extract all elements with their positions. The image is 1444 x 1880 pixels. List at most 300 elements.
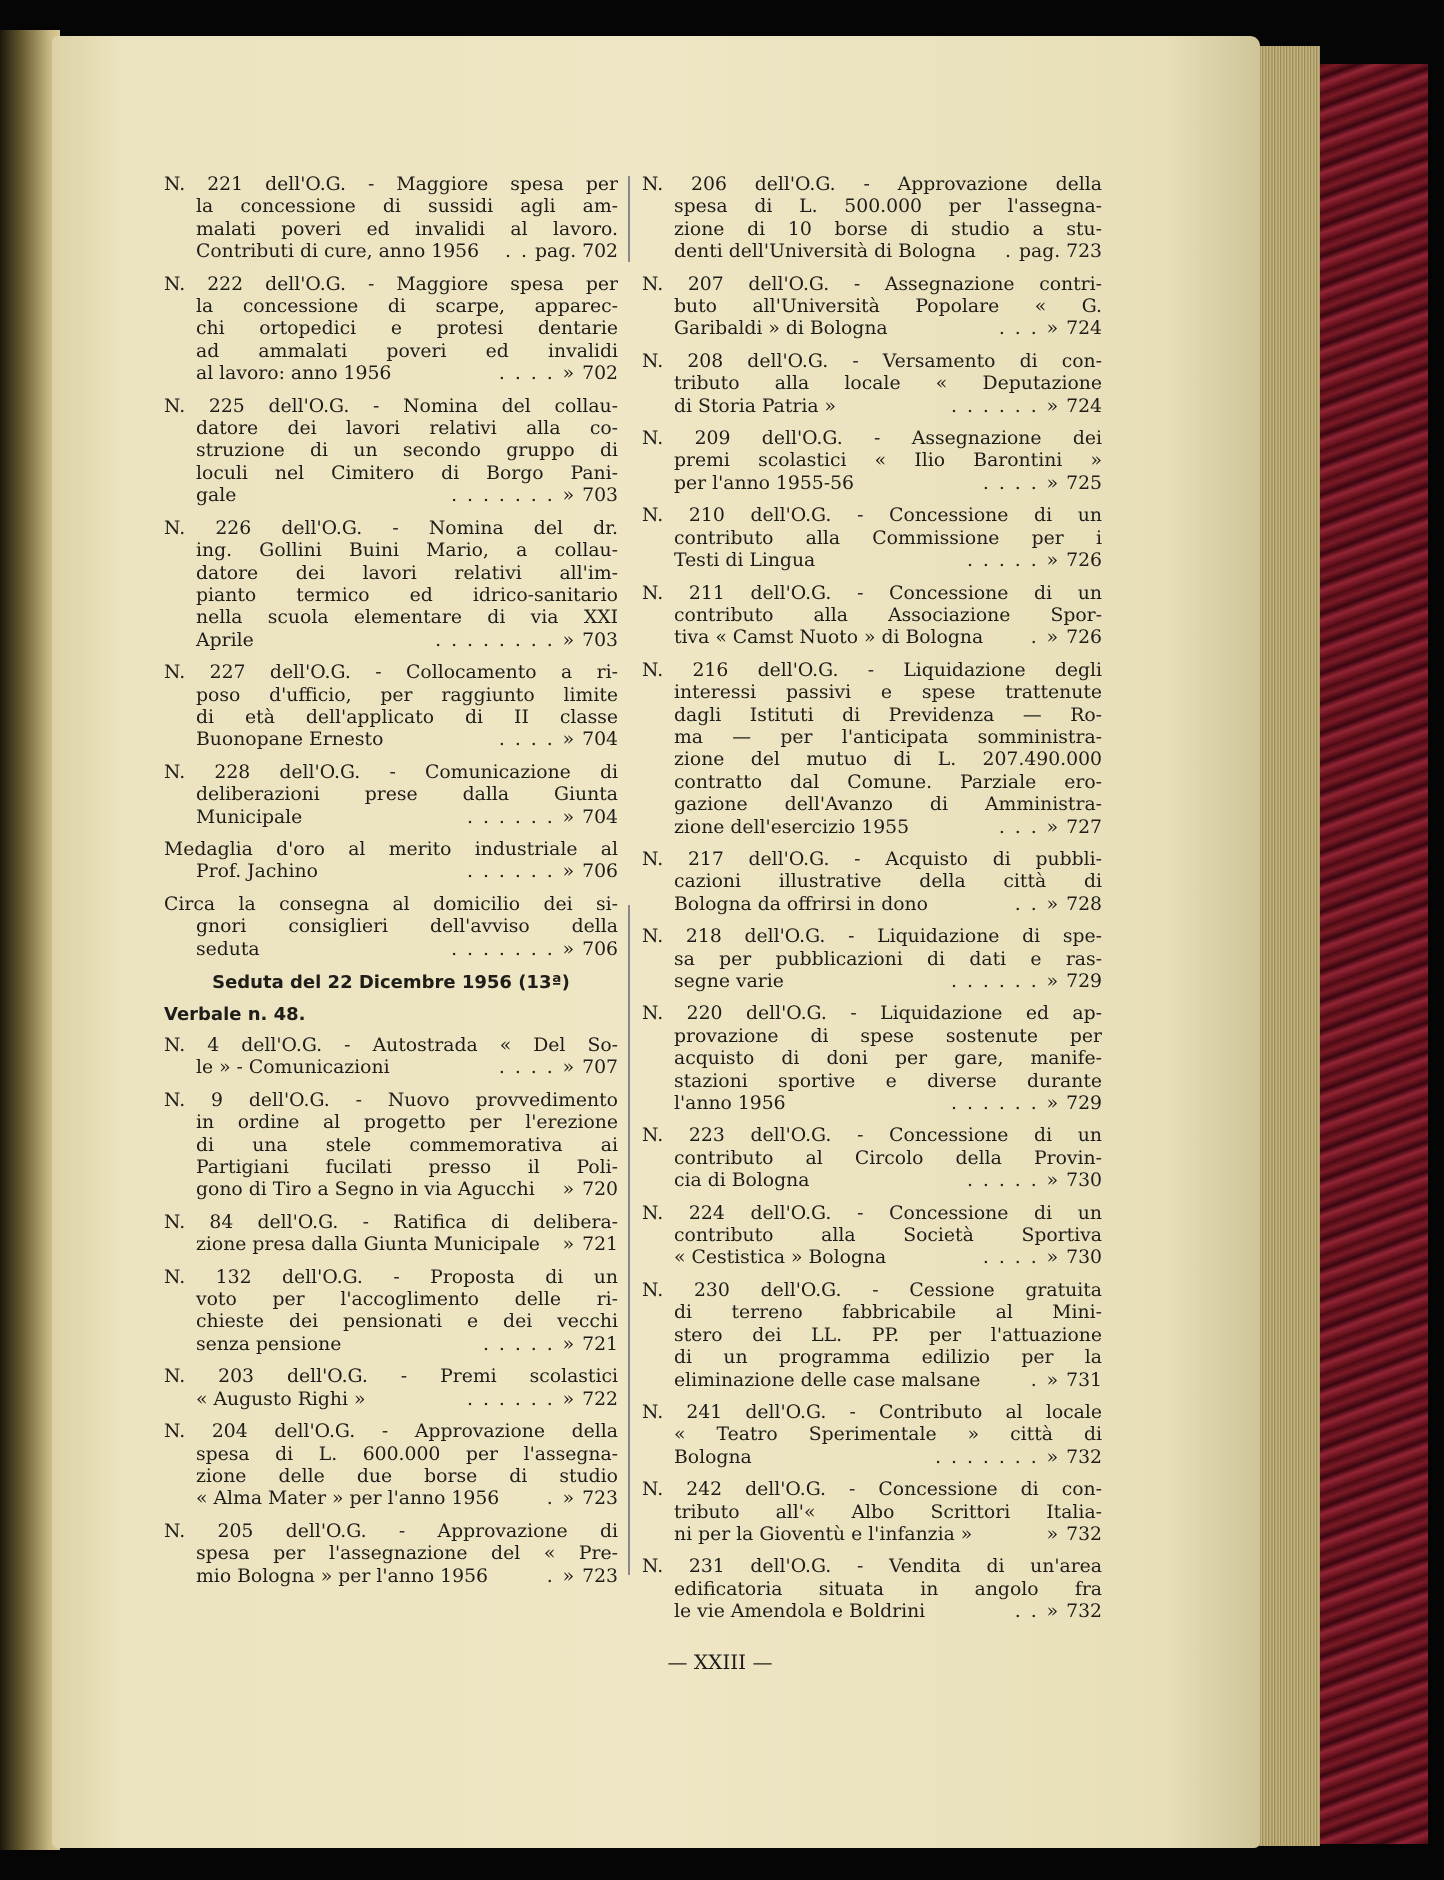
entry-line: [642, 1502, 1102, 1524]
entry-text: N. 204 dell'O.G. - Approvazione della: [164, 1421, 618, 1443]
leader-dots: . . . . . . »: [467, 806, 577, 828]
entry-line: [164, 1444, 618, 1466]
entry-line: [642, 1048, 1102, 1070]
entry-text: ing. Gollini Buini Mario, a collau-: [196, 540, 618, 562]
entry-text: di età dell'applicato di II classe: [196, 706, 618, 728]
entry-line: [642, 528, 1102, 550]
entry-last-line: [164, 861, 618, 883]
entry-line: [164, 463, 618, 485]
entry-text: spesa di L. 500.000 per l'assegna-: [674, 196, 1102, 218]
entry-line: [164, 540, 618, 562]
entry-text: N. 224 dell'O.G. - Concessione di un: [642, 1202, 1102, 1224]
page-reference: 702: [582, 363, 618, 385]
index-entry: [164, 1212, 618, 1257]
entry-line: [164, 784, 618, 806]
entry-text: Garibaldi » di Bologna: [674, 318, 888, 340]
entry-line: [164, 1212, 618, 1234]
entry-line: [164, 1466, 618, 1488]
index-entry: [164, 1035, 618, 1080]
entry-text: « Alma Mater » per l'anno 1956: [196, 1488, 500, 1510]
book-cover-edge: [1318, 64, 1428, 1844]
entry-last-line: [164, 939, 618, 961]
session-heading: Seduta del 22 Dicembre 1956 (13ª): [212, 972, 570, 993]
entry-line: [164, 1421, 618, 1443]
entry-text: loculi nel Cimitero di Borgo Pani-: [196, 462, 618, 484]
page-folio: — XXIII —: [667, 1650, 773, 1674]
entry-text: eliminazione delle case malsane: [674, 1369, 981, 1391]
leader-dots: . »: [1030, 1369, 1061, 1391]
entry-text: Medaglia d'oro al merito industriale al: [164, 838, 618, 860]
index-entry: [642, 351, 1102, 418]
index-entry: [164, 518, 618, 652]
entry-text: N. 216 dell'O.G. - Liquidazione degli: [642, 659, 1102, 681]
entry-text: N. 242 dell'O.G. - Concessione di con-: [642, 1479, 1102, 1501]
left-entries-group: [164, 174, 618, 961]
left-column: [164, 174, 618, 1598]
entry-text: segne varie: [674, 971, 784, 992]
entry-text: N. 210 dell'O.G. - Concessione di un: [642, 505, 1102, 527]
entry-line: [642, 351, 1102, 373]
entry-text: senza pensione: [196, 1333, 342, 1355]
index-entry: [642, 428, 1102, 495]
entry-line: [642, 1424, 1102, 1446]
entry-text: contributo alla Società Sportiva: [674, 1225, 1102, 1247]
page-reference: 724: [1066, 318, 1102, 340]
entry-line: [164, 662, 618, 684]
entry-line: [642, 1402, 1102, 1424]
entry-text: N. 207 dell'O.G. - Assegnazione contri-: [642, 273, 1102, 295]
entry-line: [164, 1135, 618, 1157]
entry-last-line: [164, 807, 618, 829]
entry-line: [164, 607, 618, 629]
entry-text: voto per l'accoglimento delle ri-: [196, 1289, 618, 1311]
entry-text: gale: [196, 485, 237, 507]
entry-text: al lavoro: anno 1956: [196, 363, 392, 385]
index-entry: [164, 1267, 618, 1357]
entry-text: edificatoria situata in angolo fra: [674, 1578, 1102, 1600]
entry-line: [642, 682, 1102, 704]
index-entry: [642, 1556, 1102, 1623]
entry-text: N. 230 dell'O.G. - Cessione gratuita: [642, 1279, 1102, 1301]
entry-line: [642, 1347, 1102, 1369]
page-reference: pag. 723: [1018, 241, 1102, 263]
entry-text: struzione di un secondo gruppo di: [196, 440, 618, 462]
entry-last-line: [642, 894, 1102, 916]
entry-text: zione del mutuo di L. 207.490.000: [674, 749, 1102, 771]
leader-dots: . . . »: [998, 816, 1061, 838]
entry-line: [164, 1267, 618, 1289]
entry-line: [642, 1479, 1102, 1501]
entry-text: N. 84 dell'O.G. - Ratifica di delibera-: [164, 1211, 618, 1233]
verbale-heading: Verbale n. 48.: [164, 1004, 306, 1025]
entry-text: deliberazioni prese dalla Giunta: [196, 784, 618, 806]
leader-dots: . . . . . . . »: [935, 1446, 1061, 1468]
entry-line: [642, 949, 1102, 971]
entry-last-line: [642, 1370, 1102, 1392]
entry-last-line: [164, 1179, 618, 1201]
page-reference: 721: [582, 1333, 618, 1355]
index-entry: [642, 1280, 1102, 1392]
page-reference: 703: [582, 629, 618, 651]
entry-text: datore dei lavori relativi all'im-: [196, 562, 618, 584]
leader-dots: . . . . »: [982, 1247, 1061, 1269]
entry-text: di terreno fabbricabile al Mini-: [674, 1302, 1102, 1324]
entry-line: [642, 849, 1102, 871]
entry-last-line: [642, 971, 1102, 993]
entry-text: Aprile: [196, 629, 254, 651]
entry-text: N. 9 dell'O.G. - Nuovo provvedimento: [164, 1089, 618, 1111]
index-entry: [164, 762, 618, 829]
entry-text: ad ammalati poveri ed invalidi: [196, 340, 618, 362]
entry-text: per l'anno 1955-56: [674, 472, 854, 494]
entry-line: [642, 1203, 1102, 1225]
entry-text: N. 206 dell'O.G. - Approvazione della: [642, 174, 1102, 195]
index-entry: [642, 174, 1102, 264]
page-reference: 704: [582, 729, 618, 751]
entry-text: Prof. Jachino: [196, 861, 318, 883]
entry-text: provazione di spese sostenute per: [674, 1025, 1102, 1047]
entry-text: N. 241 dell'O.G. - Contributo al locale: [642, 1401, 1102, 1423]
page-reference: 732: [1066, 1446, 1102, 1468]
index-entry: [164, 839, 618, 884]
index-entry: [164, 396, 618, 508]
entry-text: tributo all'« Albo Scrittori Italia-: [674, 1501, 1102, 1523]
entry-last-line: [164, 1389, 618, 1411]
entry-text: Contributi di cure, anno 1956: [196, 241, 480, 263]
entry-last-line: [164, 1057, 618, 1079]
page-reference: 724: [1066, 395, 1102, 417]
entry-text: chi ortopedici e protesi dentarie: [196, 318, 618, 340]
entry-last-line: [642, 241, 1102, 263]
page-reference: 730: [1066, 1247, 1102, 1269]
page-reference: 720: [582, 1179, 618, 1201]
entry-line: [164, 1112, 618, 1134]
entry-line: [164, 1035, 618, 1057]
leader-dots: . . . . »: [498, 1057, 577, 1079]
entry-last-line: [164, 630, 618, 652]
index-entry: [164, 1521, 618, 1588]
leader-dots: . . . . »: [982, 472, 1061, 494]
entry-text: di un programma edilizio per la: [674, 1347, 1102, 1369]
leader-dots: . . »: [1014, 1601, 1061, 1623]
entry-line: [164, 839, 618, 861]
entry-line: [642, 749, 1102, 771]
entry-text: N. 220 dell'O.G. - Liquidazione ed ap-: [642, 1003, 1102, 1025]
page-reference: 727: [1066, 816, 1102, 838]
entry-line: [164, 219, 618, 241]
entry-line: [642, 926, 1102, 948]
index-entry: [642, 583, 1102, 650]
entry-text: datore dei lavori relativi alla co-: [196, 418, 618, 440]
entry-last-line: [642, 396, 1102, 418]
entry-text: gono di Tiro a Segno in via Agucchi: [196, 1179, 535, 1201]
entry-text: spesa di L. 600.000 per l'assegna-: [196, 1443, 618, 1465]
entry-line: [642, 605, 1102, 627]
entry-line: [642, 727, 1102, 749]
leader-dots: . . . . . . . »: [451, 485, 577, 507]
entry-text: zione dell'esercizio 1955: [674, 816, 910, 838]
index-entry: [164, 274, 618, 386]
entry-text: pianto termico ed idrico-sanitario: [196, 584, 618, 606]
entry-text: Bologna: [674, 1446, 752, 1468]
entry-text: sa per pubblicazioni di dati e ras-: [674, 948, 1102, 970]
entry-text: « Cestistica » Bologna: [674, 1247, 887, 1269]
page-reference: 729: [1066, 1093, 1102, 1115]
page-reference: 721: [582, 1234, 618, 1256]
entry-text: le » - Comunicazioni: [196, 1057, 390, 1079]
entry-text: tiva « Camst Nuoto » di Bologna: [674, 627, 984, 649]
index-entry: [642, 505, 1102, 572]
entry-text: le vie Amendola e Boldrini: [674, 1601, 926, 1623]
entry-text: dagli Istituti di Previdenza — Ro-: [674, 704, 1102, 726]
page-reference: 707: [582, 1057, 618, 1079]
entry-text: zione presa dalla Giunta Municipale: [196, 1234, 540, 1256]
page-reference: 726: [1066, 627, 1102, 649]
entry-text: la concessione di sussidi agli am-: [196, 196, 618, 218]
leader-dots: . . . . »: [498, 729, 577, 751]
entry-text: in ordine al progetto per l'erezione: [196, 1112, 618, 1134]
entry-line: [642, 373, 1102, 395]
leader-dots: »: [562, 1179, 577, 1201]
page-reference: 725: [1066, 472, 1102, 494]
entry-text: gnori consiglieri dell'avviso della: [196, 916, 618, 938]
page-reference: 730: [1066, 1170, 1102, 1192]
index-entry: [642, 1125, 1102, 1192]
entry-text: zione di 10 borse di studio a stu-: [674, 218, 1102, 240]
entry-line: [164, 418, 618, 440]
entry-text: acquisto di doni per gare, manife-: [674, 1048, 1102, 1070]
entry-text: N. 203 dell'O.G. - Premi scolastici: [164, 1366, 618, 1388]
entry-line: [164, 563, 618, 585]
entry-line: [642, 1225, 1102, 1247]
entry-line: [642, 428, 1102, 450]
entry-text: l'anno 1956: [674, 1093, 786, 1115]
entry-text: N. 231 dell'O.G. - Vendita di un'area: [642, 1556, 1102, 1578]
entry-text: buto all'Università Popolare « G.: [674, 296, 1102, 318]
index-entry: [164, 1366, 618, 1411]
entry-line: [164, 707, 618, 729]
index-entry: [164, 894, 618, 961]
page-reference: 729: [1066, 971, 1102, 992]
index-entry: [164, 174, 618, 264]
entry-text: contratto dal Comune. Parziale ero-: [674, 771, 1102, 793]
entry-text: Partigiani fucilati presso il Poli-: [196, 1157, 618, 1179]
entry-last-line: [164, 241, 618, 263]
leader-dots: . . »: [1014, 893, 1061, 915]
entry-line: [642, 1026, 1102, 1048]
entry-text: di una stele commemorativa ai: [196, 1134, 618, 1156]
entry-text: Buonopane Ernesto: [196, 729, 384, 751]
entry-text: N. 209 dell'O.G. - Assegnazione dei: [642, 428, 1102, 450]
entry-line: [642, 705, 1102, 727]
entry-last-line: [642, 473, 1102, 495]
entry-last-line: [642, 627, 1102, 649]
entry-last-line: [642, 1524, 1102, 1546]
entry-text: N. 225 dell'O.G. - Nomina del collau-: [164, 395, 618, 417]
page-reference: pag. 702: [534, 241, 618, 263]
entry-text: Bologna da offrirsi in dono: [674, 893, 928, 915]
entry-text: « Augusto Righi »: [196, 1388, 366, 1410]
entry-text: N. 218 dell'O.G. - Liquidazione di spe-: [642, 926, 1102, 948]
leader-dots: »: [562, 1234, 577, 1256]
index-entry: [642, 1402, 1102, 1469]
entry-line: [164, 1157, 618, 1179]
entry-line: [164, 585, 618, 607]
leader-dots: . . . . . »: [966, 550, 1061, 572]
index-entry: [164, 1090, 618, 1202]
entry-text: seduta: [196, 938, 260, 960]
index-entry: [164, 662, 618, 752]
entry-text: N. 222 dell'O.G. - Maggiore spesa per: [164, 273, 618, 295]
leader-dots: .: [1004, 241, 1013, 263]
entry-text: interessi passivi e spese trattenute: [674, 682, 1102, 704]
entry-line: [642, 174, 1102, 196]
entry-text: di Storia Patria »: [674, 395, 837, 417]
page-reference: 726: [1066, 550, 1102, 572]
leader-dots: . . . . . . »: [951, 395, 1061, 417]
leader-dots: . .: [505, 241, 529, 263]
leader-dots: . . . . . . »: [951, 1093, 1061, 1115]
entry-text: malati poveri ed invalidi al lavoro.: [196, 218, 618, 240]
entry-text: Circa la consegna al domicilio dei si-: [164, 893, 618, 915]
entry-text: N. 228 dell'O.G. - Comunicazione di: [164, 761, 618, 783]
entry-text: Municipale: [196, 806, 303, 828]
entry-line: [642, 1579, 1102, 1601]
page-stack-edge: [1250, 46, 1320, 1846]
entry-text: N. 227 dell'O.G. - Collocamento a ri-: [164, 662, 618, 684]
entry-line: [164, 396, 618, 418]
entry-text: la concessione di scarpe, apparec-: [196, 296, 618, 318]
entry-text: denti dell'Università di Bologna: [674, 241, 976, 263]
entry-line: [642, 772, 1102, 794]
index-entry: [642, 1479, 1102, 1546]
column-rule-bottom: [628, 905, 630, 1575]
page-reference: 731: [1066, 1369, 1102, 1391]
facing-page-edge: [0, 30, 60, 1850]
entry-line: [164, 196, 618, 218]
entry-last-line: [642, 817, 1102, 839]
page-reference: 706: [582, 861, 618, 883]
page-reference: 723: [582, 1488, 618, 1510]
entry-line: [164, 1521, 618, 1543]
page-reference: 728: [1066, 893, 1102, 915]
index-entry: [642, 1203, 1102, 1270]
entry-last-line: [164, 363, 618, 385]
entry-text: N. 208 dell'O.G. - Versamento di con-: [642, 350, 1102, 372]
entry-text: ni per la Gioventù e l'infanzia »: [674, 1523, 973, 1545]
entry-text: stero dei LL. PP. per l'attuazione: [674, 1324, 1102, 1346]
leader-dots: . . . »: [998, 318, 1061, 340]
entry-text: tributo alla locale « Deputazione: [674, 373, 1102, 395]
entry-line: [642, 1003, 1102, 1025]
entry-line: [164, 518, 618, 540]
entry-line: [164, 318, 618, 340]
entry-line: [164, 685, 618, 707]
entry-text: premi scolastici « Ilio Barontini »: [674, 450, 1102, 472]
entry-text: nella scuola elementare di via XXI: [196, 607, 618, 629]
leader-dots: . . . . . . »: [467, 1388, 577, 1410]
entry-text: mio Bologna » per l'anno 1956: [196, 1565, 488, 1587]
page-reference: 706: [582, 938, 618, 960]
entry-line: [164, 1289, 618, 1311]
entry-last-line: [642, 550, 1102, 572]
entry-last-line: [164, 1566, 618, 1588]
entry-last-line: [164, 729, 618, 751]
left-entries-after-group: [164, 1035, 618, 1588]
entry-line: [642, 274, 1102, 296]
index-entry: [642, 274, 1102, 341]
entry-text: N. 211 dell'O.G. - Concessione di un: [642, 582, 1102, 604]
right-entries-group: [642, 174, 1102, 1624]
entry-line: [642, 219, 1102, 241]
entry-line: [642, 1302, 1102, 1324]
entry-last-line: [642, 1170, 1102, 1192]
entry-last-line: [164, 485, 618, 507]
entry-last-line: [164, 1488, 618, 1510]
entry-line: [642, 1071, 1102, 1093]
entry-text: N. 221 dell'O.G. - Maggiore spesa per: [164, 174, 618, 195]
entry-last-line: [642, 318, 1102, 340]
entry-text: poso d'ufficio, per raggiunto limite: [196, 684, 618, 706]
index-entry: [164, 1421, 618, 1511]
entry-text: cazioni illustrative della città di: [674, 871, 1102, 893]
index-entry: [642, 660, 1102, 839]
page-reference: 732: [1066, 1601, 1102, 1623]
entry-text: N. 205 dell'O.G. - Approvazione di: [164, 1520, 618, 1542]
index-entry: [642, 1003, 1102, 1115]
entry-text: Testi di Lingua: [674, 550, 816, 572]
entry-line: [164, 341, 618, 363]
entry-line: [642, 871, 1102, 893]
page-reference: 732: [1066, 1523, 1102, 1545]
entry-last-line: [642, 1093, 1102, 1115]
entry-text: chieste dei pensionati e dei vecchi: [196, 1311, 618, 1333]
entry-text: ma — per l'anticipata somministra-: [674, 726, 1102, 748]
entry-text: N. 132 dell'O.G. - Proposta di un: [164, 1266, 618, 1288]
page-reference: 704: [582, 806, 618, 828]
entry-line: [164, 1366, 618, 1388]
entry-text: contributo alla Commissione per i: [674, 527, 1102, 549]
entry-line: [642, 505, 1102, 527]
entry-text: stazioni sportive e diverse durante: [674, 1070, 1102, 1092]
entry-line: [164, 916, 618, 938]
entry-line: [164, 274, 618, 296]
entry-line: [642, 1148, 1102, 1170]
leader-dots: . »: [1030, 627, 1061, 649]
entry-line: [642, 794, 1102, 816]
column-rule-top: [628, 176, 630, 262]
leader-dots: . »: [546, 1488, 577, 1510]
page-reference: 723: [582, 1565, 618, 1587]
index-entry: [642, 926, 1102, 993]
index-entry: [642, 849, 1102, 916]
entry-last-line: [642, 1447, 1102, 1469]
leader-dots: . . . . »: [498, 363, 577, 385]
right-column: [642, 174, 1102, 1634]
leader-dots: . . . . . . »: [951, 971, 1061, 992]
entry-line: [164, 296, 618, 318]
leader-dots: . . . . . . . »: [451, 938, 577, 960]
page-reference: 722: [582, 1388, 618, 1410]
entry-line: [642, 1556, 1102, 1578]
entry-last-line: [642, 1601, 1102, 1623]
entry-line: [642, 583, 1102, 605]
entry-text: cia di Bologna: [674, 1170, 810, 1192]
entry-line: [642, 296, 1102, 318]
entry-line: [642, 1325, 1102, 1347]
entry-line: [642, 450, 1102, 472]
entry-line: [642, 196, 1102, 218]
